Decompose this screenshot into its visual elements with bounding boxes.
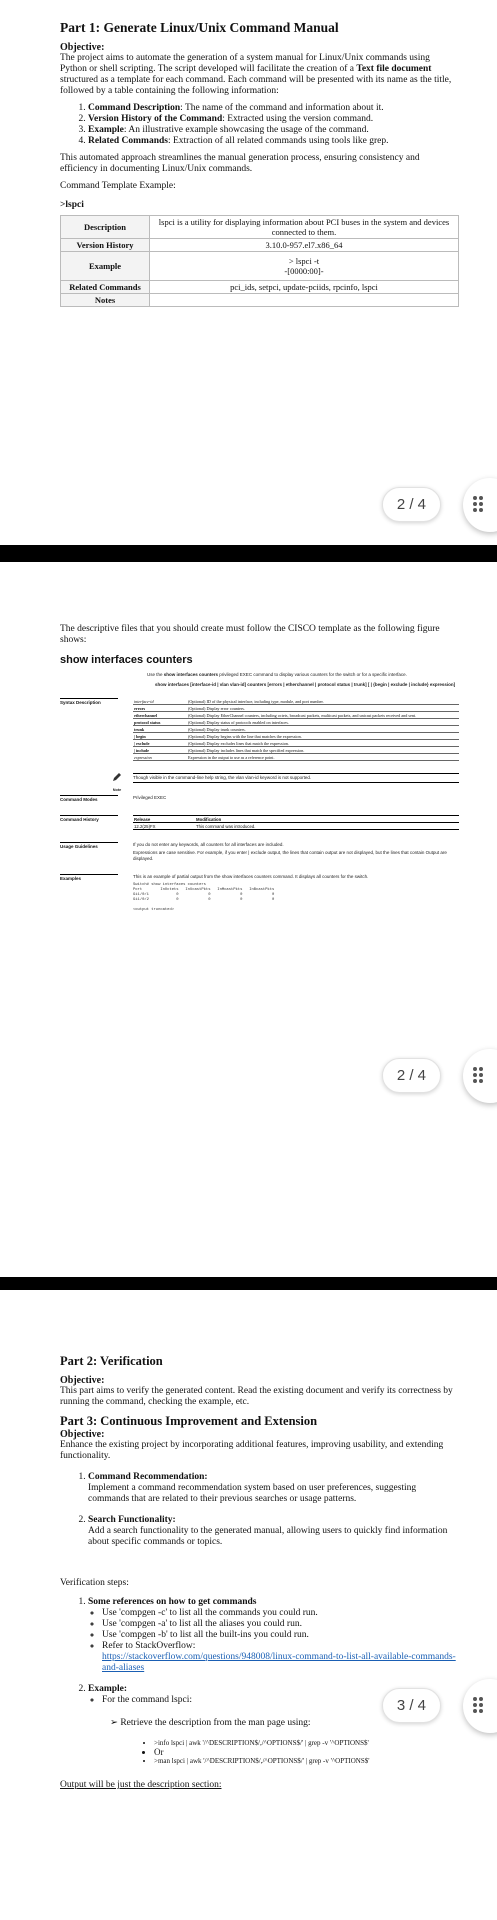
list-item: 1. Some references on how to get commands ◦ Use 'compgen -c' to list all the commands you could run. ◦ Use 'compgen -a' to list all the aliases you could run. ◦ Use 'compgen -b' to list all the built-ins you could run. ◦ Refer to StackOverflow: https://stackoverflow.com/questions/948008/linux-command-to-list-all-available-commands-and-aliases	[88, 1597, 459, 1674]
drag-handle-icon	[473, 1697, 483, 1713]
page-indicator: 2 / 4	[382, 487, 441, 522]
list-item: 2. Search Functionality: Add a search functionality to the generated manual, allowing users to quickly find information about specific commands or topics.	[88, 1515, 459, 1548]
history-section: Command History Release Modification 12.2(25)FX This command was introduced.	[60, 815, 459, 830]
drag-handle-icon	[473, 496, 483, 512]
verification-objective: This part aims to verify the generated content. Read the existing document and verify its correctness by running the command, checking the example, etc.	[60, 1386, 453, 1407]
examples-section: Examples This is an example of partial output from the show interfaces counters command. It displays all counters for the switch. Switch# show interfaces counters Port InOctets InUcastPkts InMcastPkts InBcastPkts Gi1/0/1 0 0 0 0 Gi1/0/2 0 0 0 0 <output truncated>	[60, 874, 459, 913]
table-row: expression Expression in the output to use as a reference point.	[133, 754, 459, 761]
list-item: 2. Example: ◦ For the command lspci:	[88, 1684, 459, 1706]
table-row: Notes	[61, 294, 459, 307]
template-label: Command Template Example:	[60, 181, 176, 191]
cisco-intro: The descriptive files that you should create must follow the CISCO template as the following figure shows:	[60, 624, 440, 645]
document-page-1	[0, 0, 497, 545]
command-template-table	[60, 215, 459, 307]
page-indicator: 3 / 4	[382, 1688, 441, 1723]
syntax-table	[133, 698, 459, 761]
syntax-label: Syntax Description	[60, 698, 118, 705]
table-row: | include (Optional) Display includes lines that match the specified expression.	[133, 747, 459, 754]
note-section	[60, 773, 459, 792]
arrow-bullet-icon: ➢	[110, 1718, 118, 1728]
stackoverflow-link[interactable]: https://stackoverflow.com/questions/948008/linux-command-to-list-all-available-commands-and-aliases	[102, 1652, 456, 1673]
output-note: Output will be just the description section:	[60, 1780, 222, 1790]
list-item: 2. Version History of the Command: Extracted using the version command.	[88, 114, 459, 125]
drag-handle-icon	[473, 1067, 483, 1083]
table-row: | exclude (Optional) Display excludes lines that match the expression.	[133, 740, 459, 747]
table-row: Related Commands pci_ids, setpci, update-pciids, rpcinfo, lspci	[61, 281, 459, 294]
cisco-syntax: show interfaces [interface-id | vlan vlan-id] counters [errors | etherchannel | protocol status | trunk] [ | {begin | exclude | include} expression]	[155, 682, 456, 687]
part1-title: Part 1: Generate Linux/Unix Command Manual	[60, 20, 339, 35]
table-row: errors (Optional) Display error counters.	[133, 705, 459, 712]
table-row: Example > lspci -t -[0000:00]-	[61, 252, 459, 281]
table-row: protocol status (Optional) Display status of protocols enabled on interfaces.	[133, 719, 459, 726]
list-item: 1. Command Description: The name of the command and information about it.	[88, 103, 459, 114]
syntax-section	[60, 698, 459, 761]
requirements-list	[60, 103, 459, 147]
continuous-improvement-title: Part 3: Continuous Improvement and Extension	[60, 1414, 318, 1428]
retrieve-text: ➢ Retrieve the description from the man page using:	[110, 1718, 311, 1728]
cisco-description: Use the show interfaces counters privileged EXEC command to display various counters for the switch or for a specific interface.	[147, 672, 407, 677]
command-name: >lspci	[60, 200, 84, 210]
retrieve-commands: • >info lspci | awk '/^DESCRIPTION$/,/^OPTIONS$/' | grep -v '^OPTIONS$' • Or • >man lspci | awk '/^DESCRIPTION$/,/^OPTIONS$/' | grep -v '^OPTIONS$'	[140, 1739, 459, 1766]
table-row: 12.2(25)FX This command was introduced.	[133, 823, 459, 830]
table-row: interface-id (Optional) ID of the physical interface, including type, module, and port number.	[133, 698, 459, 705]
table-row: trunk (Optional) Display trunk counters.	[133, 726, 459, 733]
menu-fab-button[interactable]	[463, 1679, 497, 1733]
example-code: Switch# show interfaces counters Port InOctets InUcastPkts InMcastPkts InBcastPkts Gi1/0/1 0 0 0 0 Gi1/0/2 0 0 0 0 <output truncated>	[133, 883, 275, 912]
ci-list	[60, 1472, 459, 1548]
modes-section: Command Modes Privileged EXEC	[60, 795, 167, 802]
list-item: 1. Command Recommendation: Implement a command recommendation system based on user preferences, suggesting commands that are related to their previous searches or usage patterns.	[88, 1472, 459, 1505]
list-item: 3. Example: An illustrative example showcasing the usage of the command.	[88, 125, 459, 136]
command-reference-bullets: ◦ Use 'compgen -c' to list all the commands you could run. ◦ Use 'compgen -a' to list all the aliases you could run. ◦ Use 'compgen -b' to list all the built-ins you could run. ◦ Refer to StackOverflow:	[88, 1608, 459, 1652]
page-indicator: 2 / 4	[382, 1058, 441, 1093]
objective-text: The project aims to automate the generation of a system manual for Linux/Unix commands using Python or shell scripting. The script developed will facilitate the creation of a Text file document structured as a template for each command. Each command will be presented with its name as the title, followed by a table containing the following information:	[60, 53, 452, 96]
table-row: Description lspci is a utility for displaying information about PCI buses in the system and devices connected to them.	[61, 216, 459, 239]
document-page-2	[0, 562, 497, 1277]
document-page-3: Part 2: Verification Objective: This part aims to verify the generated content. Read the existing document and verify its correctness by running the command, checking the example, etc. Part 3: Continuous Improvement and Extension Objective: Enhance the existing project by incorporating additional features, improving usability, and extending functionality. 1. Command Recommendation: Implement a command recommendation system based on user preferences, suggesting commands that are related to their previous searches or usage patterns. 2. Search Functionality: Add a search functionality to the generated manual, allowing users to quickly find information about specific commands or topics. Verification steps: 1. Some references on how to get commands ◦ Use 'compgen -c' to list all the commands you could run. ◦ Use 'compgen -a' to list all the aliases you could run. ◦ Use 'compgen -b' to list all the built-ins you could run. ◦ Refer to StackOverflow: https://stackoverflow.com/questions/948008/linux-command-to-list-all-available-commands-and-aliases 2. Example: ◦ For the command lspci: ➢ Retrieve the description from the man page using: • >info lspci | awk '/^DESCRIPTION$/,/^OPTIONS$/' | grep -v '^OPTIONS$' • Or • >man lspci | awk '/^DESCRIPTION$/,/^OPTIONS$/' | grep -v '^OPTIONS$' Output will be just the description section: 3 / 4	[0, 1290, 497, 1920]
verification-steps-label: Verification steps:	[60, 1578, 129, 1588]
usage-section: Usage Guidelines If you do not enter any keywords, all counters for all interfaces are included. Expressions are case sensitive. For example, if you enter | exclude output, the lines that contain output are not displayed, but the lines that contain Output are displayed.	[60, 842, 447, 861]
table-row: Version History 3.10.0-957.el7.x86_64	[61, 239, 459, 252]
history-table: Release Modification 12.2(25)FX This command was introduced.	[133, 815, 459, 830]
menu-fab-button[interactable]	[463, 1049, 497, 1103]
menu-fab-button[interactable]	[463, 478, 497, 532]
ci-objective: Enhance the existing project by incorporating additional features, improving usability, and extending functionality.	[60, 1440, 444, 1461]
table-row: | begin (Optional) Display begins with the line that matches the expression.	[133, 733, 459, 740]
verification-title: Part 2: Verification	[60, 1354, 163, 1368]
list-item: 4. Related Commands: Extraction of all related commands using tools like grep.	[88, 136, 459, 147]
cisco-command-title: show interfaces counters	[60, 654, 193, 666]
note-text: Though visible in the command-line help string, the vlan vlan-id keyword is not supported.	[133, 773, 459, 783]
objective-label: Objective:	[60, 42, 105, 53]
note-pencil-icon: Note	[112, 769, 122, 793]
summary-text: This automated approach streamlines the manual generation process, ensuring consistency and efficiency in documenting Linux/Unix commands.	[60, 153, 420, 174]
table-row: etherchannel (Optional) Display EtherChannel counters, including octets, broadcast packets, multicast packets, and unicast packets received and sent.	[133, 712, 459, 719]
